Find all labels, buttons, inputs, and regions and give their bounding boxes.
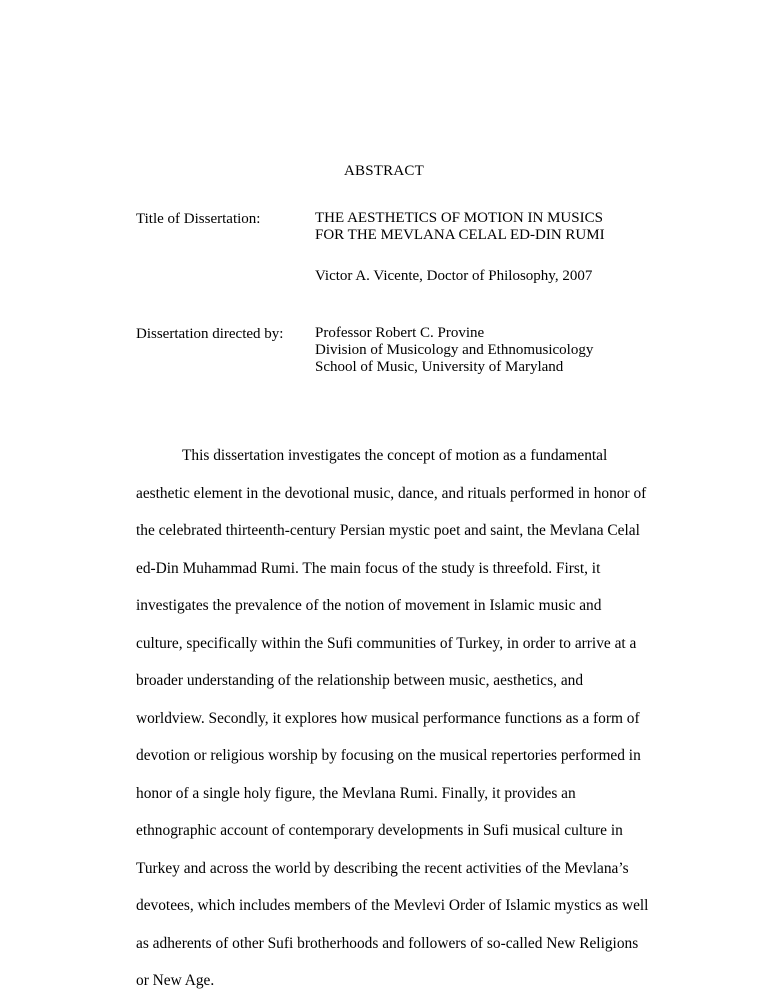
dissertation-title [315,210,605,244]
title-label: Title of Dissertation: [136,211,261,227]
title-line: FOR THE MEVLANA CELAL ED-DIN RUMI [315,227,605,243]
director-line: School of Music, University of Maryland [315,359,564,375]
director-label: Dissertation directed by: [136,326,284,342]
director-line: Division of Musicology and Ethnomusicology [315,342,594,358]
author-line: Victor A. Vicente, Doctor of Philosophy, 2007 [315,268,593,284]
abstract-body: This dissertation investigates the concept of motion as a fundamental aesthetic element in the devotional music, dance, and rituals performed in honor of the celebrated thirteenth-century Persian mystic poet and saint, the Mevlana Celal ed-Din Muhammad Rumi. The main focus of the study is threefold. First, it investigates the prevalence of the notion of movement in Islamic music and culture, specifically within the Sufi communities of Turkey, in order to arrive at a broader understanding of the relationship between music, aesthetics, and worldview. Secondly, it explores how musical performance functions as a form of devotion or religious worship by focusing on the musical repertories performed in honor of a single holy figure, the Mevlana Rumi. Finally, it provides an ethnographic account of contemporary developments in Sufi musical culture in Turkey and across the world by describing the recent activities of the Mevlana’s devotees, which includes members of the Mevlevi Order of Islamic mystics as well as adherents of other Sufi brotherhoods and followers of so-called New Religions or New Age. [136,447,649,989]
page-heading: ABSTRACT [344,163,424,179]
director-info [315,325,593,376]
director-line: Professor Robert C. Provine [315,325,485,341]
title-line: THE AESTHETICS OF MOTION IN MUSICS [315,210,603,226]
